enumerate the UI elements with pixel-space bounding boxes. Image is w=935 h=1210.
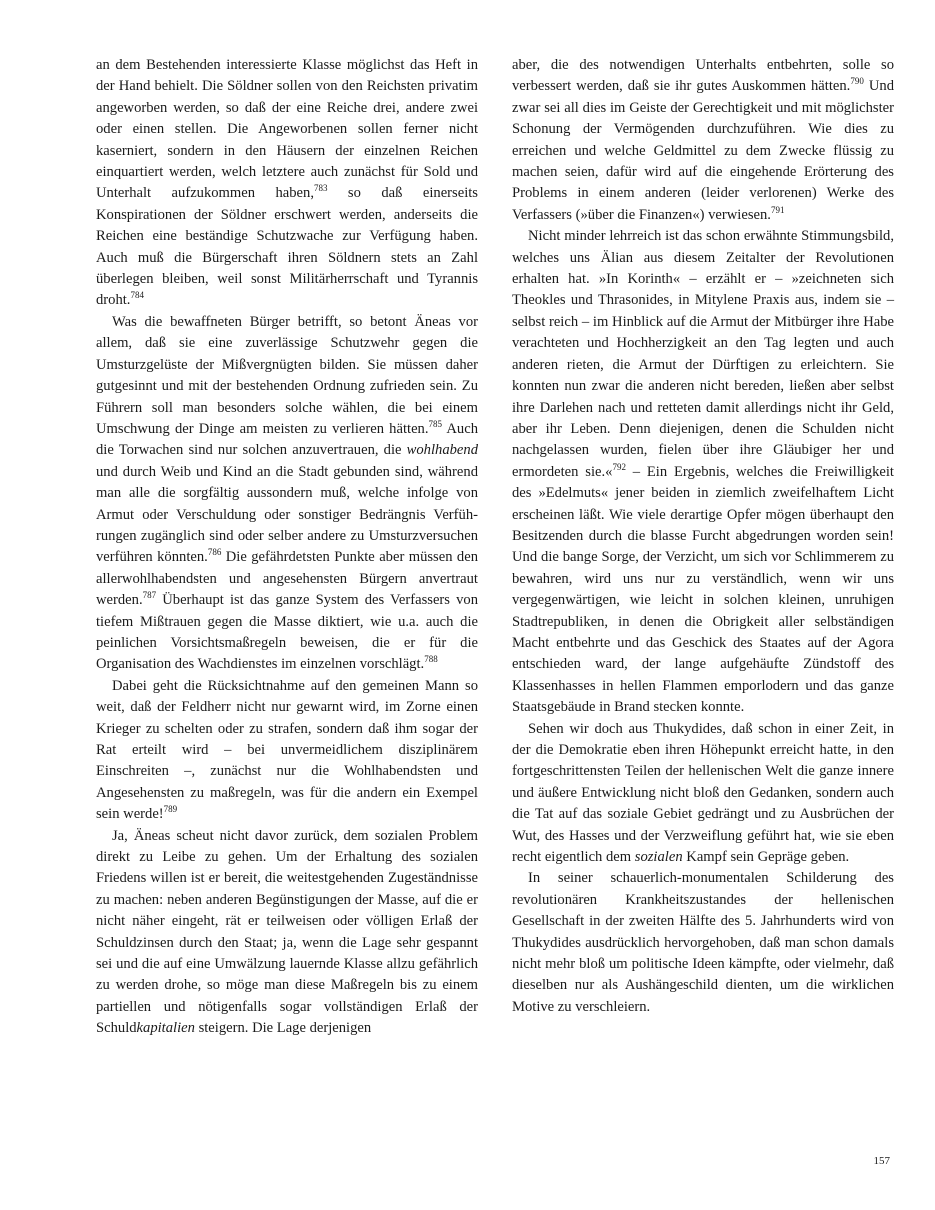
text-run: In seiner schauerlich-monumentalen Schilderung des revolutionären Krankheitszustandes der hellenischen Gesellschaft in der zweiten Hälfte des 5. Jahrhunderts wird von Thukydides ausdrücklich hervorgehoben, daß man schon damals nicht mehr bloß um politische Ideen kämpfte, oder vielmehr, daß dieselben nur als Aushängeschild dienten, um die wirklichen Motive zu verschleiern. bbox=[512, 870, 894, 1015]
paragraph bbox=[96, 826, 478, 1040]
footnote-ref: 786 bbox=[207, 547, 222, 558]
text-run: – Ein Ergebnis, welches die Freiwilligkeit des »Edelmuts« jener beiden in ziemlich zweifelhaftem Licht erscheinen läßt. Wie viele derartige Opfer mögen überhaupt den Besitzenden durch die blasse Furcht abgedrungen worden sein! Und die bange Sorge, der Verzicht, um sich vor Schlimmerem zu bewahren, wird uns nur zu verständlich, wenn wir uns vergegenwärtigen, wie leicht in solchen kleinen, unruhigen Stadtrepubliken, in denen die Obrigkeit aller selbständigen Macht entbehrte und das Geschick des Staates auf der Agora entschieden ward, der lange aufgehäufte Zündstoff des Klassenhasses in hellen Flammen emporlodern und das ganze Staatsgebäude in Brand stecken konnte. bbox=[512, 463, 894, 716]
text-run: Ja, Äneas scheut nicht davor zurück, dem sozialen Problem direkt zu Leibe zu gehen. Um der Erhaltung des sozialen Friedens willen ist er bereit, die weitestgehenden Zugeständnisse zu machen: neben anderen Begünstigungen der Masse, auf die er nicht näher eingeht, rät er teilweisen oder völligen Erlaß der Schuldzinsen durch den Staat; ja, wenn die Lage sehr gespannt sei und die auf eine Umwälzung lauernde Klasse allzu gefährlich zu werden drohe, so möge man diese Maßregeln bis zu einem partiellen und nötigenfalls sogar vollständigen Erlaß der Schuld bbox=[96, 827, 478, 1037]
text-run: Nicht minder lehrreich ist das schon erwähnte Stimmungsbild, welches uns Älian aus diesem Zeitalter der Revolutionen erhalten hat. »In Korinth« – erzählt er – »zeichneten sich Theokles und Thrasonides, in Mitylene Praxis aus, indem sie – selbst reich – im Hinblick auf die Armut der Mitbürger ihre Habe verachteten und Hochherzigkeit an den Tag legten und auch anderen rieten, die Armut der Dürftigen zu erleichtern. Sie konnten nun zwar die anderen nicht bereden, ließen aber selbst ihre Darlehen nach und retteten damit allerdings nicht ihr Geld, aber ihr Leben. Denn diejenigen, denen die Schulden nicht nachgelassen wurden, fielen über ihre Gläubiger her und ermordeten sie.« bbox=[512, 228, 894, 480]
text-run: Sehen wir doch aus Thukydides, daß schon in einer Zeit, in der die Demokratie eben ihren Höhepunkt erreicht hatte, in den fortgeschrittensten Teilen der hellenischen Welt die ganze innere und äußere Entwicklung nicht bloß den Gedanken, sondern auch die Tat auf das soziale Gebiet gedrängt und zu Ausbrüchen der Wut, des Hasses und der Verzweiflung geführt hat, wie sie eben recht eigentlich dem bbox=[512, 720, 894, 866]
page-number: 157 bbox=[873, 1155, 890, 1167]
text-run: und durch Weib und Kind an die Stadt gebunden sind, während man alle die sorgfältig aussondern muß, welche infolge von Armut oder Verschuldung oder sonstiger Bedrängnis Verführungen zugänglich sind oder selber andere zu Umsturzversuchen verführen könnten. bbox=[96, 463, 478, 566]
text-run: steigern. Die Lage derjenigen bbox=[194, 1020, 372, 1037]
emphasis: wohlhabend bbox=[406, 442, 478, 459]
footnote-ref: 783 bbox=[313, 183, 328, 194]
emphasis: sozialen bbox=[634, 849, 683, 866]
paragraph bbox=[512, 55, 894, 226]
paragraph bbox=[96, 312, 478, 676]
text-run: Und zwar sei all dies im Geiste der Gerechtigkeit und mit möglichster Schonung der Vermögenden durchzuführen. Wie dies zu erreichen und welche Geldmittel zu dem Zwecke flüssig zu machen seien, dafür wird auf die eingehende Erörterung des Problems in einem anderen (leider verlorenen) Werke des Verfassers (»über die Finanzen«) verwiesen. bbox=[512, 78, 894, 223]
footnote-ref: 790 bbox=[850, 76, 864, 87]
text-run: an dem Bestehenden interessierte Klasse möglichst das Heft in der Hand behielt. Die Söldner sollen von den Reichsten privatim angeworben werden, so daß der eine Reiche drei, andere zwei oder einen stellen. Die Angeworbenen sollen ferner nicht kaserniert, sondern in den Häusern der einzelnen Reichen einquartiert werden, welch letztere auch zunächst für Sold und Unterhalt aufzukommen haben, bbox=[96, 57, 478, 202]
text-run: Was die bewaffneten Bürger betrifft, so betont Äneas vor allem, daß sie eine zuverlässige Schutzwehr gegen die Umsturzgelüste der Mißvergnügten bilden. Sie müssen daher gutgesinnt und mit der bestehenden Ordnung zufrieden sein. Zu Führern soll man besonders solche wählen, die bei einem Umschwung der Dinge am meisten zu verlieren hätten. bbox=[96, 313, 478, 437]
footnote-ref: 784 bbox=[130, 290, 144, 301]
paragraph bbox=[512, 719, 894, 869]
paragraph bbox=[512, 226, 894, 718]
paragraph bbox=[512, 868, 894, 1018]
text-run: aber, die des notwendigen Unterhalts entbehrten, solle so verbessert werden, daß sie ihr gutes Auskommen hätten. bbox=[512, 57, 894, 95]
left-column bbox=[96, 55, 478, 1040]
footnote-ref: 792 bbox=[612, 461, 626, 472]
footnote-ref: 791 bbox=[770, 204, 785, 215]
text-run: Dabei geht die Rücksichtnahme auf den gemeinen Mann so weit, daß der Feldherr nicht nur gewarnt wird, im Zorne einen Krieger zu schelten oder zu strafen, sondern daß ihm sogar der Rat erteilt wird – bei unvermeidlichem disziplinärem Einschreiten –, zunächst nur die Wohlhabendsten und Angesehensten zu maßregeln, was für die andern ein Exempel sein werde! bbox=[96, 677, 478, 823]
footnote-ref: 789 bbox=[163, 804, 178, 815]
footnote-ref: 787 bbox=[142, 590, 157, 601]
text-run: Auch die Torwachen sind nur solchen anzuvertrauen, die bbox=[96, 420, 478, 459]
text-run: Kampf sein Gepräge geben. bbox=[682, 849, 850, 866]
emphasis: kapitalien bbox=[136, 1020, 195, 1037]
paragraph bbox=[96, 55, 478, 312]
footnote-ref: 788 bbox=[424, 654, 438, 665]
right-column bbox=[512, 55, 894, 1018]
text-run: Überhaupt ist das ganze System des Verfassers von tiefem Mißtrauen gegen die Masse diktiert, wie u.a. auch die peinlichen Vorsichtsmaßregeln beweisen, die er für die Organisation des Wachdienstes im einzelnen vorschlägt. bbox=[96, 592, 478, 673]
footnote-ref: 785 bbox=[428, 418, 442, 429]
paragraph bbox=[96, 676, 478, 826]
text-run: so daß einerseits Konspirationen der Söldner erschwert werden, anderseits die Reichen eine beständige Schutzwache zur Verfügung haben. Auch muß die Bürgerschaft ihren Söldnern stets an Zahl überlegen bleiben, weil sonst Militärherrschaft und Tyrannis droht. bbox=[96, 185, 478, 309]
text-run: Die gefährdetsten Punkte aber müssen den allerwohlhabendsten und angesehensten Bürgern anvertraut werden. bbox=[96, 549, 478, 609]
